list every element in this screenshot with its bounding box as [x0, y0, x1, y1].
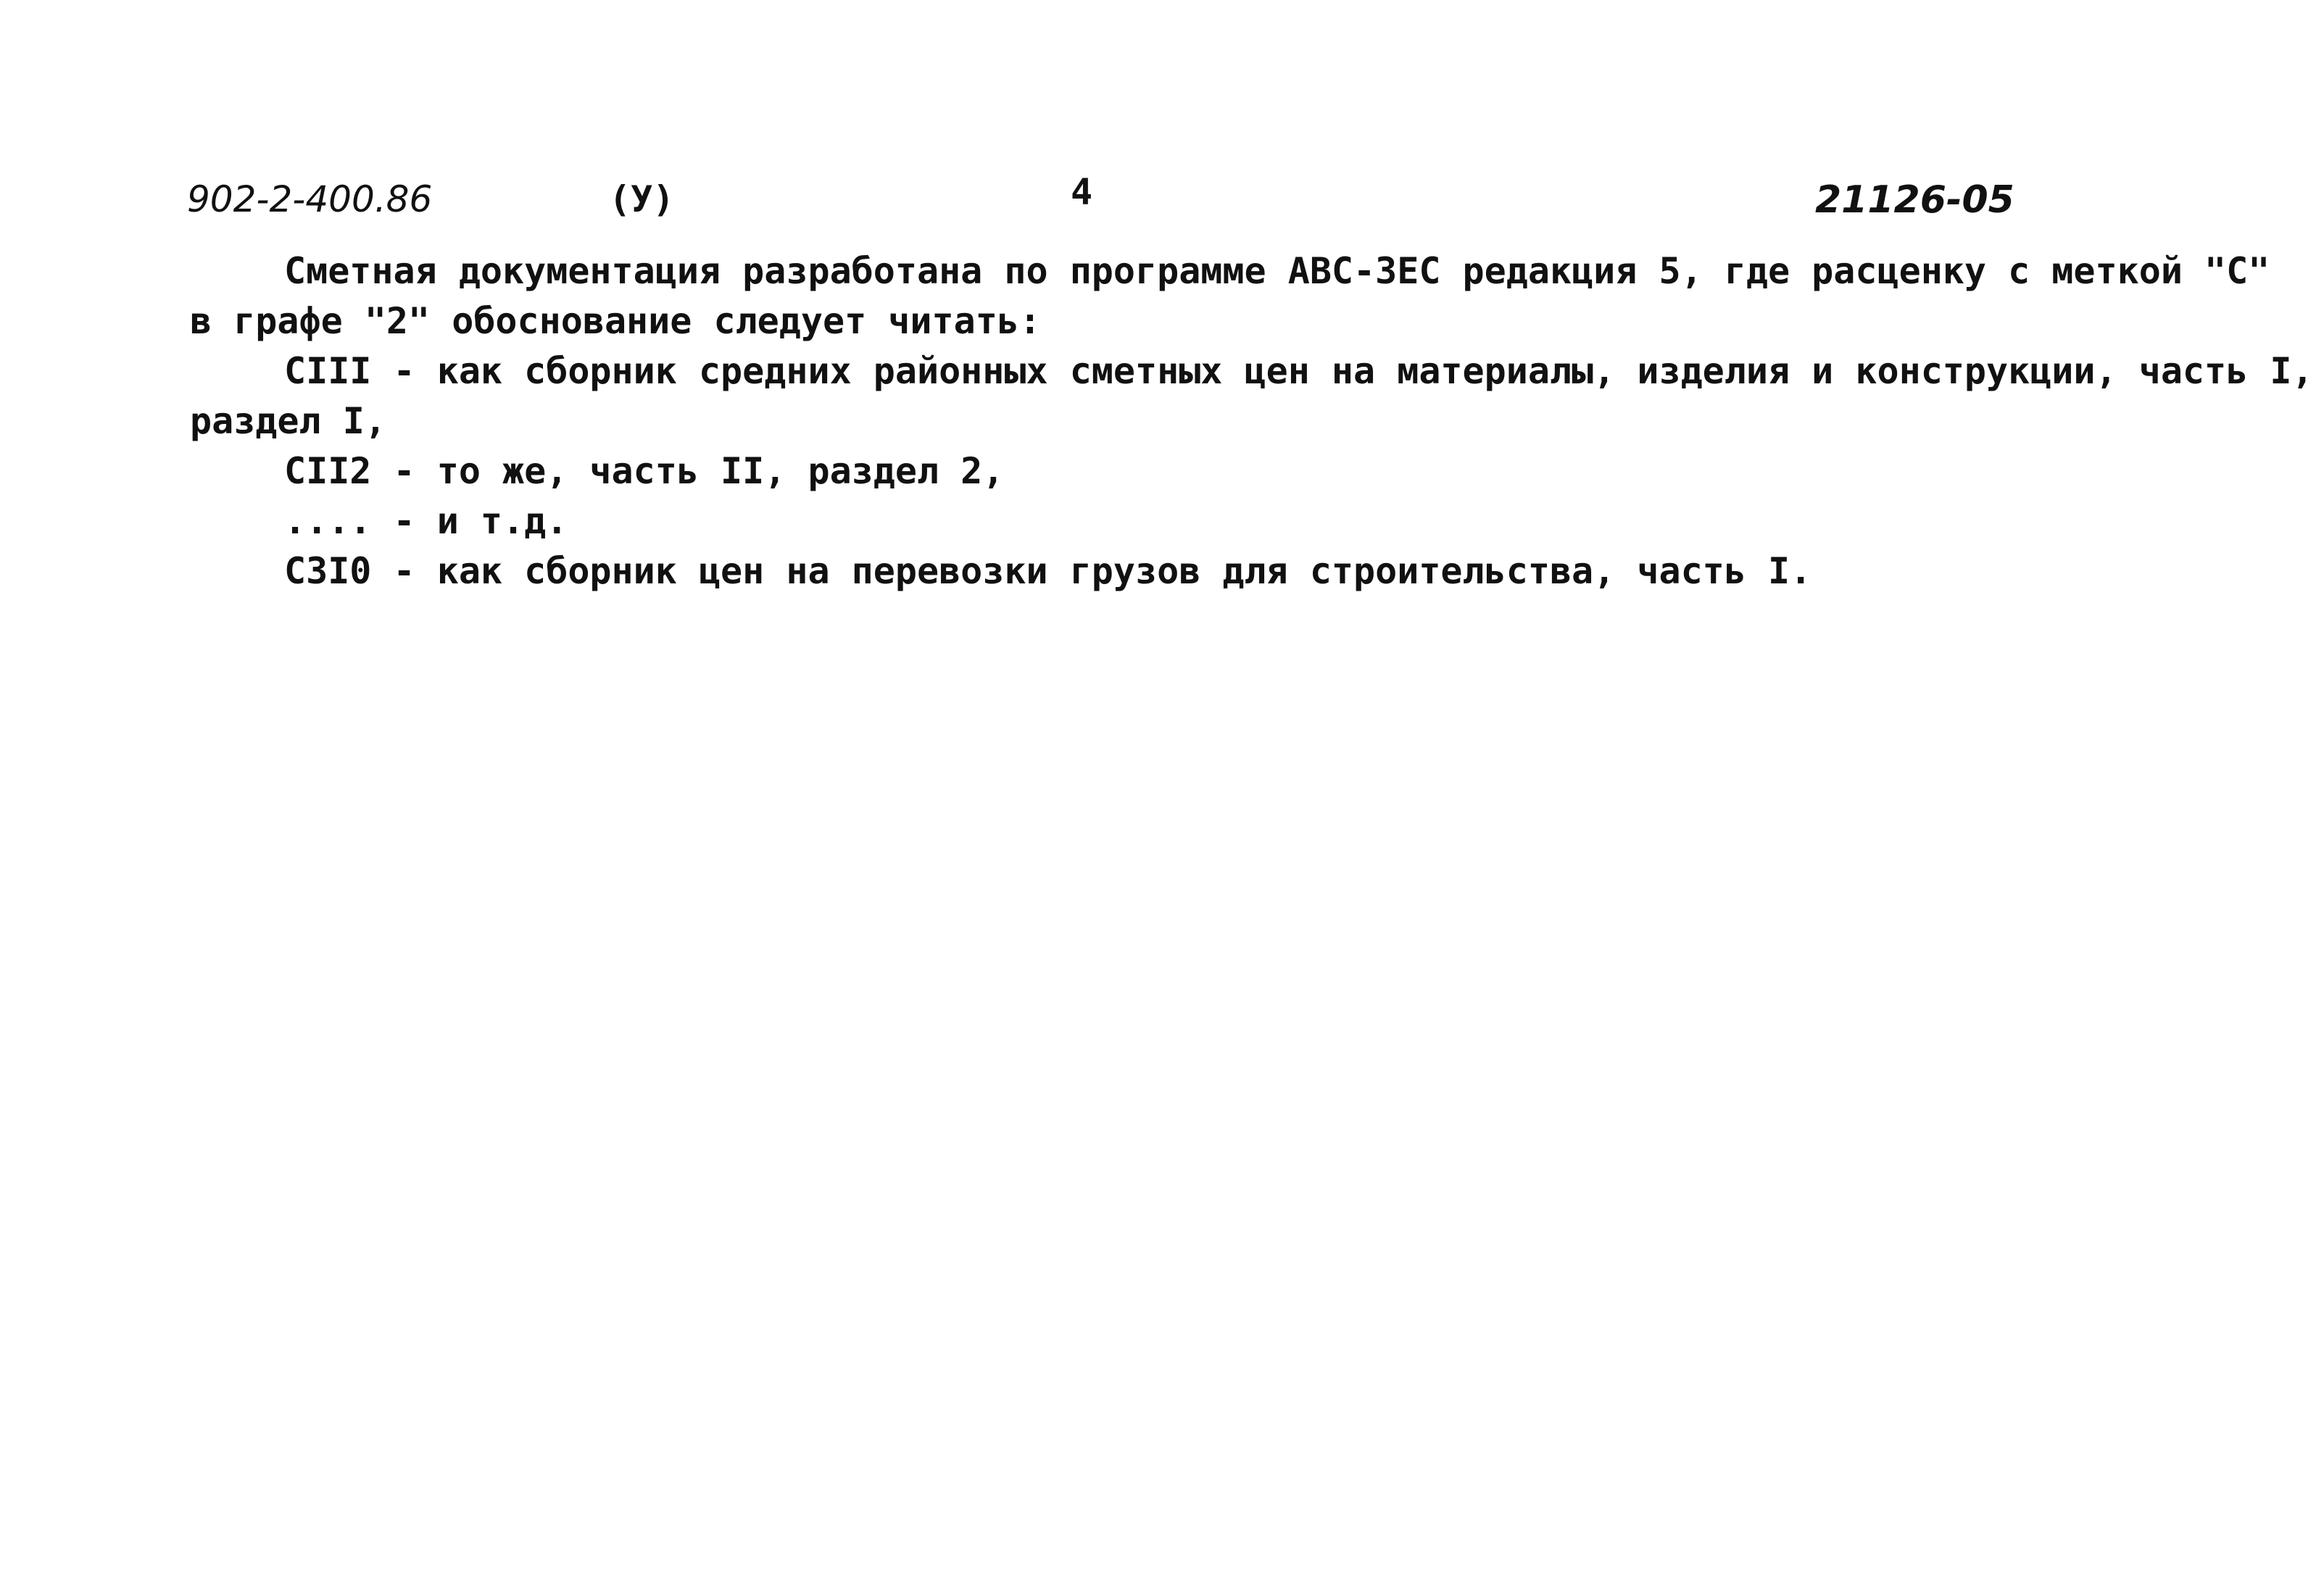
document-body — [190, 246, 2314, 596]
paragraph-line: .... - и т.д. — [284, 500, 568, 542]
paragraph-line: в графе "2" обоснование следует читать: — [190, 300, 1041, 342]
document-mark: (У) — [609, 178, 675, 220]
inventory-number: 21126-05 — [1815, 178, 2014, 222]
paragraph-line: Сметная документация разработана по программе АВС-ЗЕС редакция 5, где расценку с меткой "С" — [284, 250, 2270, 292]
page-number: 4 — [1071, 171, 1093, 213]
paragraph-line: C3I0 - как сборник цен на перевозки грузов для строительства, часть I. — [284, 550, 1812, 592]
document-code: 902-2-400.86 — [187, 178, 433, 220]
paragraph-line: CII2 - то же, часть II, раздел 2, — [284, 450, 1005, 492]
paragraph-line: раздел I, — [190, 400, 386, 442]
paragraph-line: CIII - как сборник средних районных сметных цен на материалы, изделия и конструкции, часть I, — [284, 350, 2314, 392]
